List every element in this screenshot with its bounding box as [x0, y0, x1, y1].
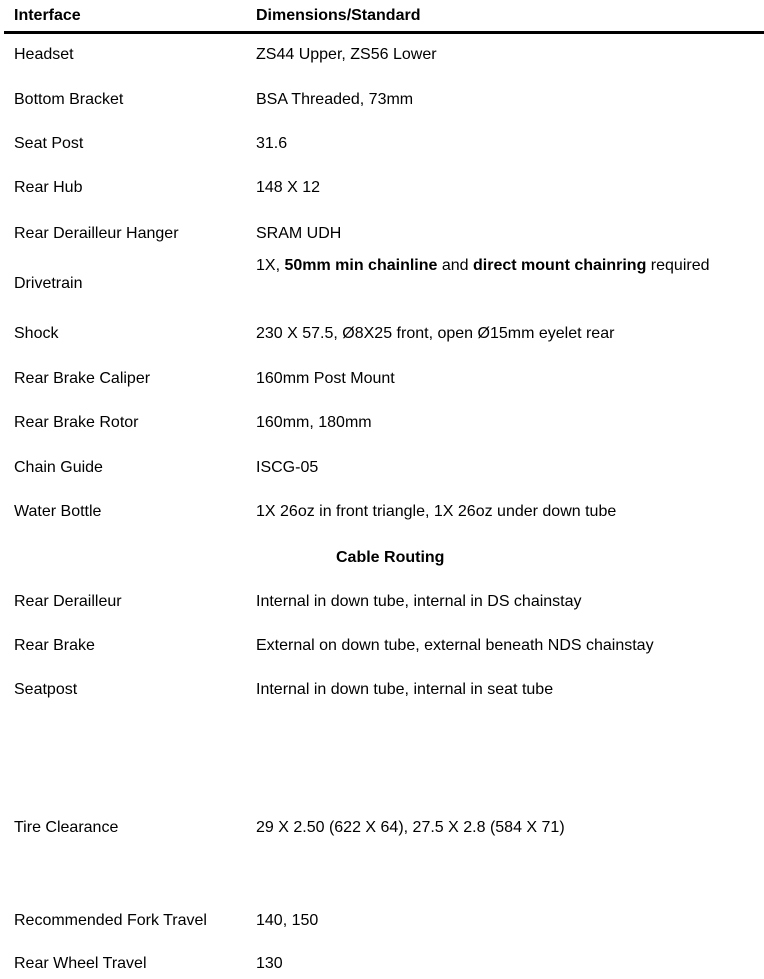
- row-label: Seat Post: [14, 135, 84, 152]
- row-value: BSA Threaded, 73mm: [256, 91, 414, 108]
- value-text: 1X,: [256, 257, 285, 274]
- row-label: Rear Brake Caliper: [14, 370, 151, 387]
- row-label: Water Bottle: [14, 503, 102, 520]
- row-label: Bottom Bracket: [14, 91, 124, 108]
- row-label: Tire Clearance: [14, 819, 119, 836]
- row-value: 160mm Post Mount: [256, 370, 395, 387]
- row-value: 130: [256, 955, 283, 972]
- row-value: 29 X 2.50 (622 X 64), 27.5 X 2.8 (584 X 71): [256, 819, 565, 836]
- section-title-cable-routing: Cable Routing: [336, 549, 445, 566]
- header-dimensions-standard: Dimensions/Standard: [256, 7, 421, 24]
- row-label: Shock: [14, 325, 59, 342]
- row-value: 31.6: [256, 135, 288, 152]
- value-emphasis-chainring: direct mount chainring: [473, 257, 647, 274]
- row-value: 140, 150: [256, 912, 319, 929]
- row-value: 148 X 12: [256, 179, 321, 196]
- value-emphasis-chainline: 50mm min chainline: [284, 257, 438, 274]
- row-label: Drivetrain: [14, 275, 83, 292]
- row-label: Rear Wheel Travel: [14, 955, 147, 972]
- row-label: Rear Brake Rotor: [14, 414, 139, 431]
- row-value: [256, 254, 756, 278]
- row-value: 1X 26oz in front triangle, 1X 26oz under down tube: [256, 503, 617, 520]
- row-label: Rear Hub: [14, 179, 83, 196]
- value-text: and: [437, 257, 473, 274]
- row-label: Chain Guide: [14, 459, 103, 476]
- row-value: ZS44 Upper, ZS56 Lower: [256, 46, 437, 63]
- row-value: Internal in down tube, internal in DS chainstay: [256, 593, 582, 610]
- row-value: ISCG-05: [256, 459, 319, 476]
- table-header: [14, 4, 762, 32]
- row-label: Rear Brake: [14, 637, 95, 654]
- row-value: SRAM UDH: [256, 225, 342, 242]
- row-value: Internal in down tube, internal in seat tube: [256, 681, 554, 698]
- row-value: 230 X 57.5, Ø8X25 front, open Ø15mm eyelet rear: [256, 325, 615, 342]
- row-label: Rear Derailleur Hanger: [14, 225, 179, 242]
- table-row-drivetrain: [14, 254, 762, 310]
- row-label: Recommended Fork Travel: [14, 912, 207, 929]
- row-value: 160mm, 180mm: [256, 414, 372, 431]
- header-divider: [4, 31, 764, 34]
- row-label: Headset: [14, 46, 74, 63]
- header-interface: Interface: [14, 7, 81, 24]
- row-label: Rear Derailleur: [14, 593, 122, 610]
- value-text: required: [646, 257, 710, 274]
- row-label: Seatpost: [14, 681, 78, 698]
- row-value: External on down tube, external beneath NDS chainstay: [256, 637, 654, 654]
